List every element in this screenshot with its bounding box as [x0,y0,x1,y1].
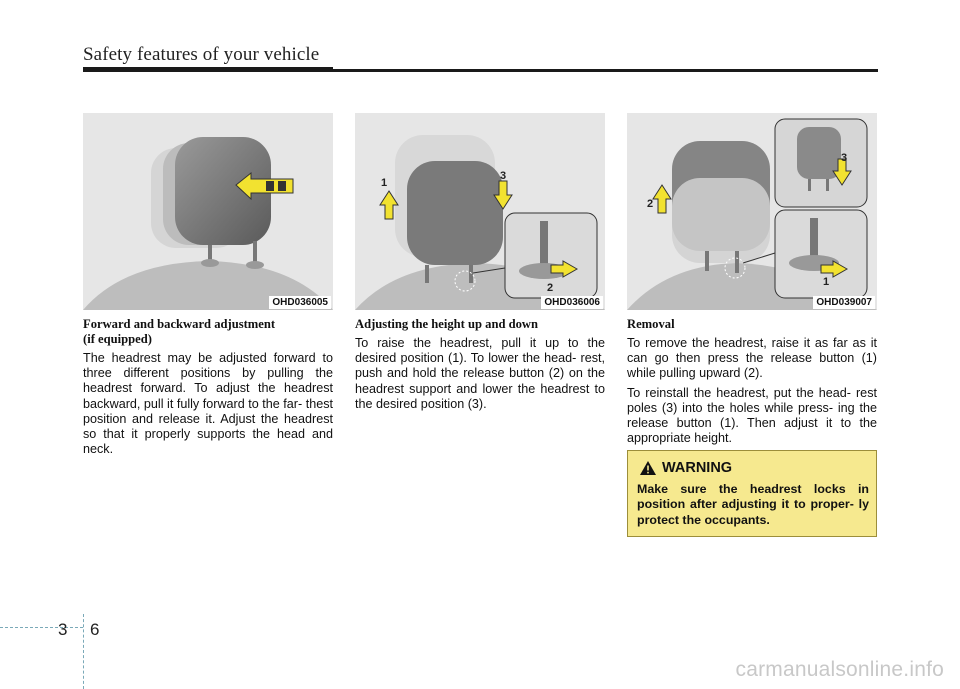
body-text: To remove the headrest, raise it as far as it can go then press the release button (1) while pulling upward (2). [627,336,877,381]
figure-code: OHD039007 [813,296,875,309]
figure-code: OHD036005 [269,296,331,309]
header-rule [83,69,878,72]
label-3: 3 [500,170,507,182]
arrow-up-icon [653,185,671,213]
section-number: 3 [58,620,68,639]
label-2: 2 [547,282,554,294]
body-text: To reinstall the headrest, put the head- rest poles (3) into the holes while press- ing the release button (1). Then adjust it to the appropriate height. [627,385,877,446]
section-title: Safety features of your vehicle [83,44,320,65]
figure-height [355,113,605,310]
column-forward-backward [83,317,333,461]
footer-divider [83,614,84,689]
warning-title: WARNING [640,460,732,476]
label-3: 3 [841,152,848,164]
headrest-height-illustration [355,113,605,310]
column-height [355,317,605,416]
body-text: To raise the headrest, pull it up to the desired position (1). To lower the head- rest, push and hold the release button (2) on the headrest support and lower the headrest to the desired position (3). [355,336,605,411]
footer-rule [0,627,83,628]
page-number: 6 [90,620,100,639]
warning-box [627,450,877,537]
headrest-forward-illustration [83,113,333,310]
watermark: carmanualsonline.info [735,658,944,681]
body-text: The headrest may be adjusted forward to three different positions by pulling the headrest forward. To adjust the headrest backward, pull it fully forward to the far- thest position and release it. Adjust the headrest so that it properly supports the head and neck. [83,351,333,457]
section-heading: Forward and backward adjustment (if equipped) [83,317,276,346]
figure-forward-backward [83,113,333,310]
label-1: 1 [381,177,388,189]
headrest-removal-illustration [627,113,877,310]
section-heading: Adjusting the height up and down [355,317,539,331]
label-2: 2 [647,198,654,210]
figure-removal [627,113,877,310]
warning-text: Make sure the headrest locks in position after adjusting it to proper- ly protect the occupants. [637,482,869,527]
warning-triangle-icon [640,461,656,475]
label-1: 1 [823,276,830,288]
column-removal [627,317,877,450]
section-heading: Removal [627,317,675,331]
figure-code: OHD036006 [541,296,603,309]
